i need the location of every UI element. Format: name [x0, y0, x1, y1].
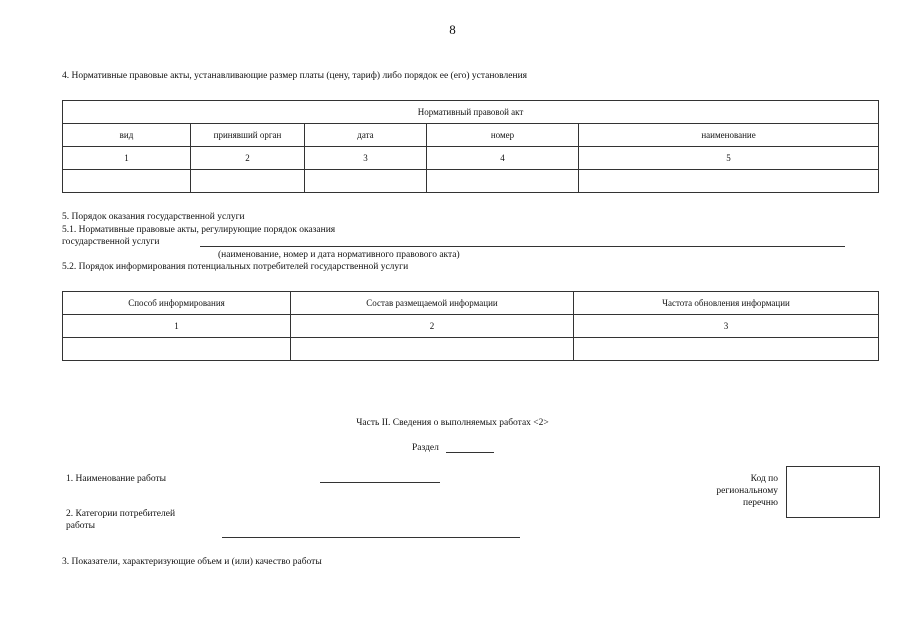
code-input-box[interactable]: [786, 466, 880, 518]
empty-cell[interactable]: [579, 170, 879, 193]
table-row-empty: [63, 338, 879, 361]
indicators-title: 3. Показатели, характеризующие объем и (или) качество работы: [62, 557, 322, 567]
column-header: Частота обновления информации: [574, 292, 879, 315]
code-label-line3: перечню: [743, 498, 778, 508]
table-row: [63, 147, 879, 170]
empty-cell[interactable]: [305, 170, 427, 193]
table-row: [63, 315, 879, 338]
column-number: 4: [427, 147, 579, 170]
razdel-label: Раздел: [412, 443, 439, 453]
code-label-line1: Код по: [750, 474, 778, 484]
consumers-input-line[interactable]: [222, 537, 520, 538]
work-name-input-line[interactable]: [320, 482, 440, 483]
column-number: 1: [63, 315, 291, 338]
column-number: 2: [291, 315, 574, 338]
table-row-empty: [63, 170, 879, 193]
table-header-row: [63, 124, 879, 147]
column-header: Способ информирования: [63, 292, 291, 315]
section5-1-line1: 5.1. Нормативные правовые акты, регулирующие порядок оказания: [62, 225, 336, 235]
section5-title: 5. Порядок оказания государственной услуги: [62, 212, 245, 222]
column-number: 1: [63, 147, 191, 170]
empty-cell[interactable]: [574, 338, 879, 361]
code-label-line2: региональному: [716, 486, 778, 496]
table-header-row: [63, 292, 879, 315]
razdel-input-line[interactable]: [446, 452, 494, 453]
section5-1-caption: (наименование, номер и дата нормативного правового акта): [218, 250, 460, 260]
column-header: Состав размещаемой информации: [291, 292, 574, 315]
section5-2-title: 5.2. Порядок информирования потенциальных потребителей государственной услуги: [62, 262, 409, 272]
empty-cell[interactable]: [291, 338, 574, 361]
column-number: 3: [574, 315, 879, 338]
empty-cell[interactable]: [63, 338, 291, 361]
work-name-label: 1. Наименование работы: [66, 474, 167, 484]
column-header: вид: [63, 124, 191, 147]
table-group-header: Нормативный правовой акт: [63, 101, 879, 124]
column-header: наименование: [579, 124, 879, 147]
section5-1-line2: государственной услуги: [62, 237, 160, 247]
empty-cell[interactable]: [63, 170, 191, 193]
empty-cell[interactable]: [427, 170, 579, 193]
column-number: 5: [579, 147, 879, 170]
informing-table: [62, 291, 879, 361]
consumers-label-line2: работы: [66, 521, 95, 531]
normative-act-input-line[interactable]: [200, 246, 845, 247]
part2-title: Часть II. Сведения о выполняемых работах <2>: [356, 418, 549, 428]
column-header: дата: [305, 124, 427, 147]
section4-title: 4. Нормативные правовые акты, устанавливающие размер платы (цену, тариф) либо порядок ее (его) установления: [62, 71, 528, 81]
column-header: номер: [427, 124, 579, 147]
empty-cell[interactable]: [191, 170, 305, 193]
column-number: 3: [305, 147, 427, 170]
column-number: 2: [191, 147, 305, 170]
column-header: принявший орган: [191, 124, 305, 147]
consumers-label-line1: 2. Категории потребителей: [66, 509, 176, 519]
page-number: 8: [449, 22, 456, 37]
normative-acts-table: [62, 100, 879, 193]
